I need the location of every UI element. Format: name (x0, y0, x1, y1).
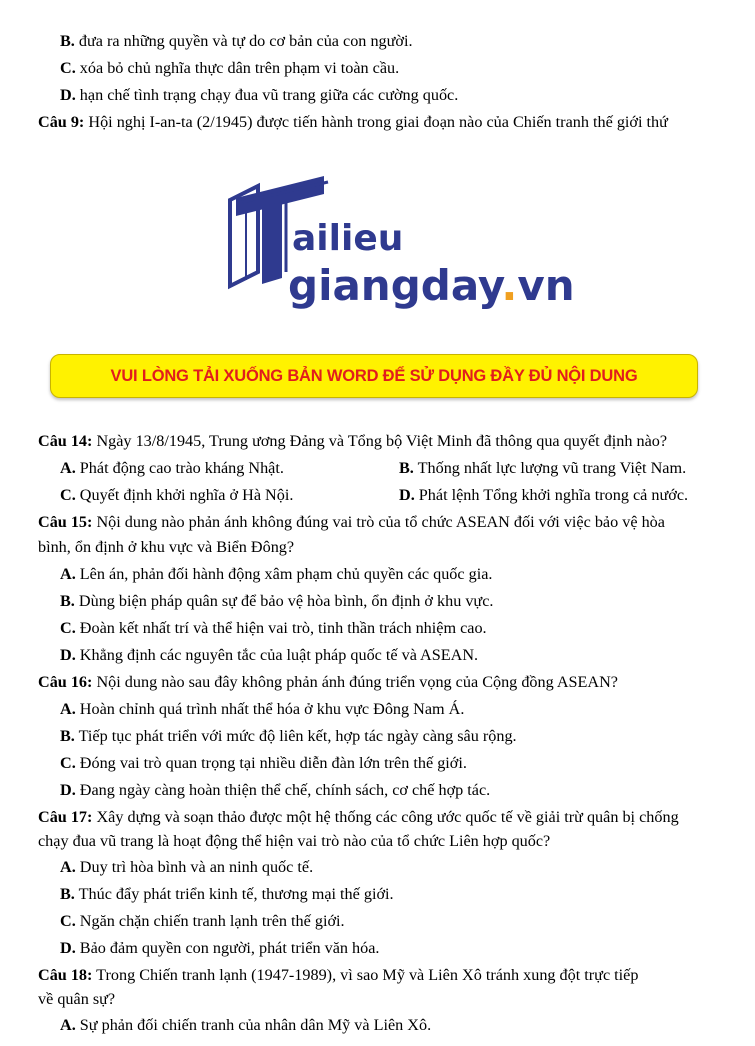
q14-option-a: A. Phát động cao trào kháng Nhật. (60, 459, 284, 477)
q14-option-c: C. Quyết định khởi nghĩa ở Hà Nội. (60, 486, 294, 504)
question-17-cont: chạy đua vũ trang là hoạt động thể hiện vai trò nào của tổ chức Liên hợp quốc? (38, 832, 551, 850)
tailieugiangday-logo (222, 172, 575, 312)
logo-line1: ailieu (292, 218, 404, 259)
q17-option-a: A. Duy trì hòa bình và an ninh quốc tế. (60, 858, 314, 876)
q14-option-b: B. Thống nhất lực lượng vũ trang Việt Nam. (399, 459, 687, 477)
logo-line2: giangday.vn (288, 261, 575, 310)
q16-option-c: C. Đóng vai trò quan trọng tại nhiều diễn đàn lớn trên thế giới. (60, 754, 467, 772)
q15-option-b: B. Dùng biện pháp quân sự để bảo vệ hòa bình, ổn định ở khu vực. (60, 592, 494, 610)
q16-option-b: B. Tiếp tục phát triển với mức độ liên kết, hợp tác ngày càng sâu rộng. (60, 727, 517, 745)
question-14: Câu 14: Ngày 13/8/1945, Trung ương Đảng và Tổng bộ Việt Minh đã thông qua quyết định nào? (38, 432, 668, 450)
q15-option-c: C. Đoàn kết nhất trí và thể hiện vai trò, tinh thần trách nhiệm cao. (60, 619, 487, 637)
banner-text: VUI LÒNG TẢI XUỐNG BẢN WORD ĐỂ SỬ DỤNG ĐẦY ĐỦ NỘI DUNG (110, 366, 638, 385)
question-9: Câu 9: Hội nghị I-an-ta (2/1945) được tiến hành trong giai đoạn nào của Chiến tranh thế giới thứ (38, 113, 668, 131)
question-15-cont: bình, ổn định ở khu vực và Biển Đông? (38, 538, 295, 556)
q16-option-d: D. Đang ngày càng hoàn thiện thể chế, chính sách, cơ chế hợp tác. (60, 781, 491, 799)
q17-option-b: B. Thúc đẩy phát triển kinh tế, thương mại thế giới. (60, 885, 394, 903)
question-18: Câu 18: Trong Chiến tranh lạnh (1947-1989), vì sao Mỹ và Liên Xô tránh xung đột trực tiếp (38, 966, 639, 984)
q18-option-a: A. Sự phản đối chiến tranh của nhân dân Mỹ và Liên Xô. (60, 1016, 432, 1034)
q15-option-a: A. Lên án, phản đối hành động xâm phạm chủ quyền các quốc gia. (60, 565, 493, 583)
option-b: B. đưa ra những quyền và tự do cơ bản của con người. (60, 32, 413, 50)
question-16: Câu 16: Nội dung nào sau đây không phản ánh đúng triển vọng của Cộng đồng ASEAN? (38, 673, 618, 691)
question-18-cont: về quân sự? (38, 990, 116, 1008)
q17-option-c: C. Ngăn chặn chiến tranh lạnh trên thế giới. (60, 912, 345, 930)
download-word-banner (50, 354, 698, 398)
option-c: C. xóa bỏ chủ nghĩa thực dân trên phạm vi toàn cầu. (60, 59, 400, 77)
q14-option-d: D. Phát lệnh Tổng khởi nghĩa trong cả nước. (399, 486, 689, 504)
q17-option-d: D. Bảo đảm quyền con người, phát triển văn hóa. (60, 939, 380, 957)
question-17: Câu 17: Xây dựng và soạn thảo được một hệ thống các công ước quốc tế về giải trừ quân bị chống (38, 808, 679, 826)
question-15: Câu 15: Nội dung nào phản ánh không đúng vai trò của tổ chức ASEAN đối với việc bảo vệ hòa (38, 513, 665, 531)
q16-option-a: A. Hoàn chỉnh quá trình nhất thể hóa ở khu vực Đông Nam Á. (60, 700, 465, 718)
option-d: D. hạn chế tình trạng chạy đua vũ trang giữa các cường quốc. (60, 86, 459, 104)
q15-option-d: D. Khẳng định các nguyên tắc của luật pháp quốc tế và ASEAN. (60, 646, 479, 664)
